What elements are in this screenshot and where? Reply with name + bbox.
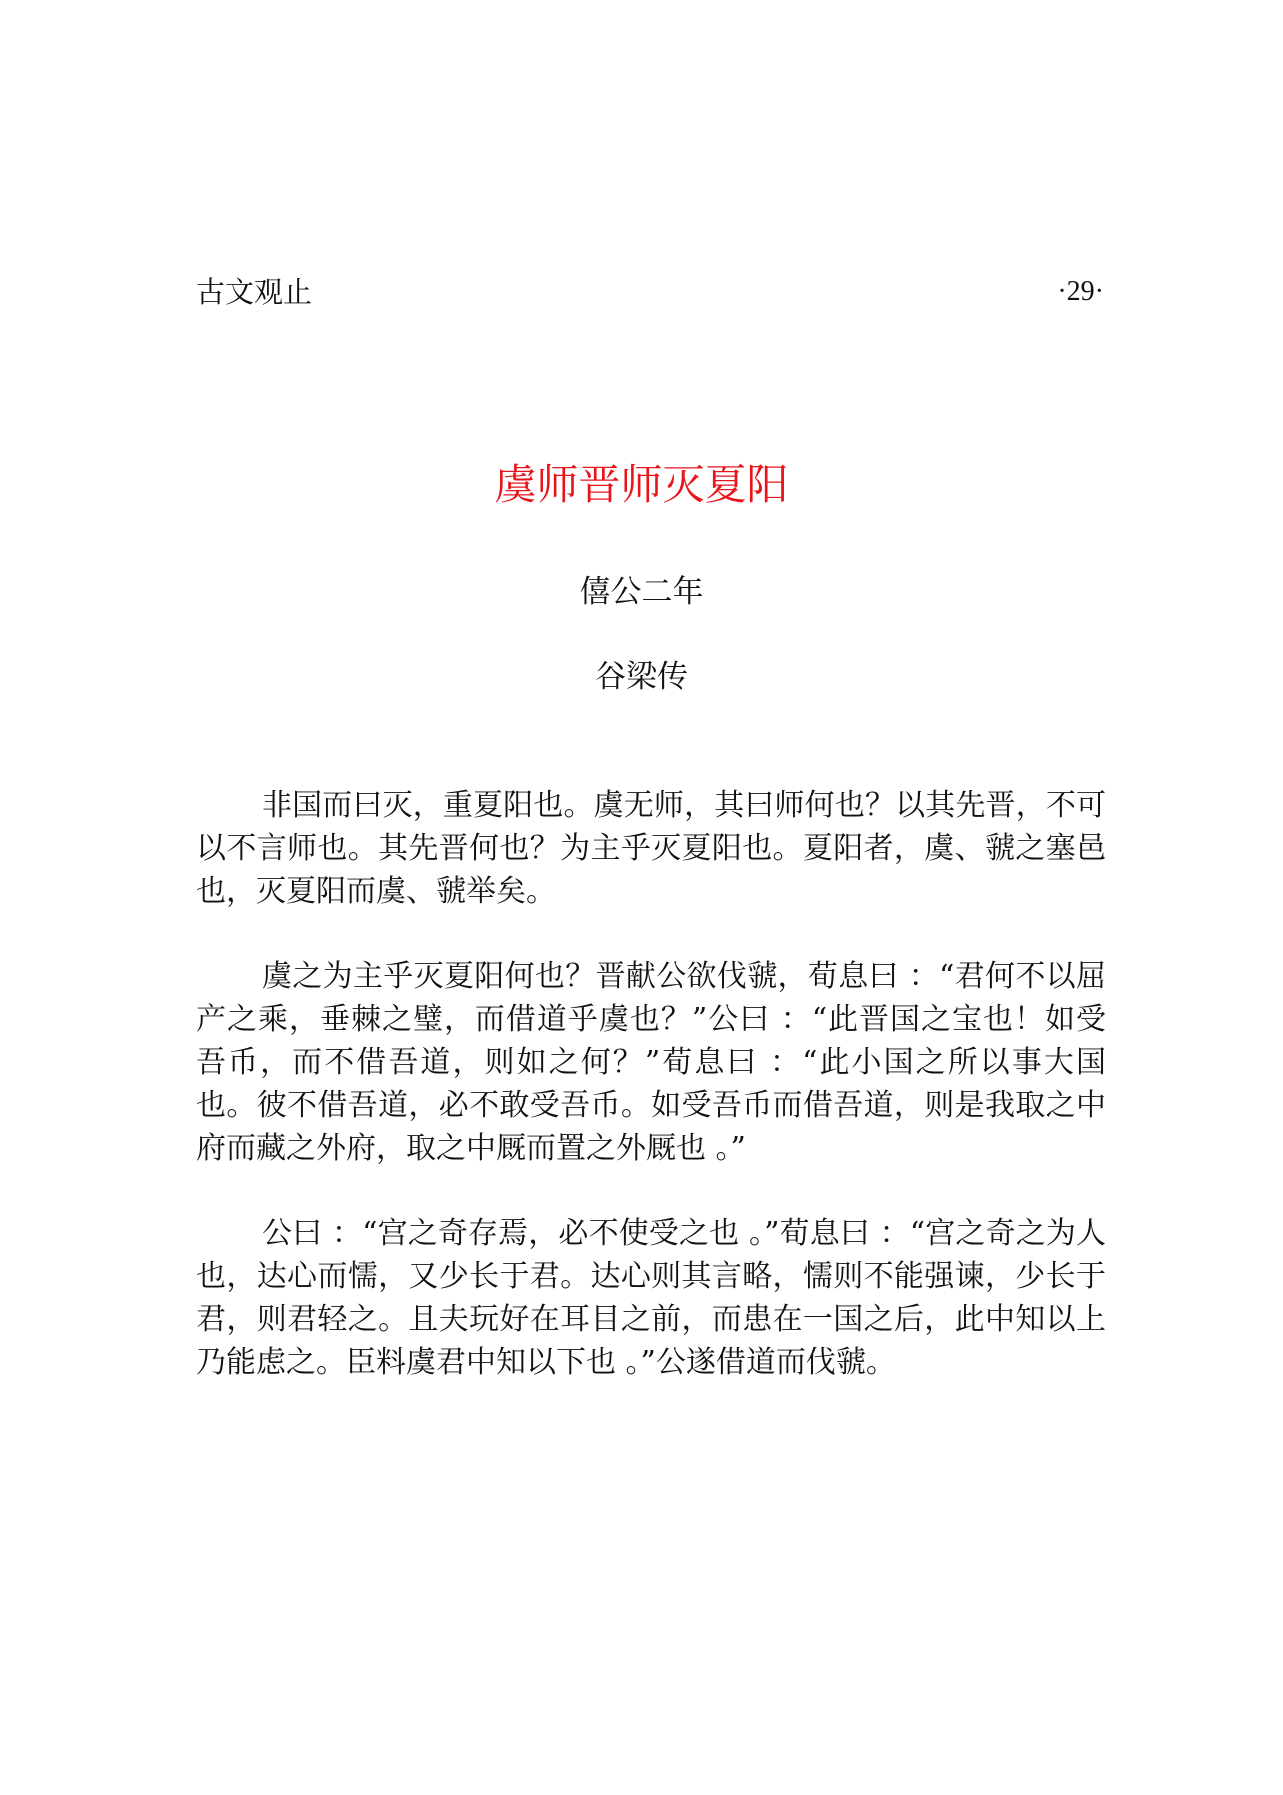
article-title: 虞师晋师灭夏阳 <box>494 460 789 509</box>
article-body <box>196 784 1106 1426</box>
paragraph: 虞之为主乎灭夏阳何也？晋献公欲伐虢，荀息曰 ：“君何不以屈产之乘，垂棘之璧，而借道乎虞也？”公曰 ：“此晋国之宝也！如受吾币，而不借吾道，则如之何？”荀息曰 ：“此小国之所以事大国也。彼不借吾道，必不敢受吾币。如受吾币而借吾道，则是我取之中府而藏之外府，取之中厩而置之外厩也 。” <box>196 959 1106 1166</box>
running-header <box>196 272 1104 312</box>
paragraph: 公曰 ：“宫之奇存焉，必不使受之也 。”荀息曰 ：“宫之奇之为人也，达心而懦，又少长于君。达心则其言略，懦则不能强谏，少长于君，则君轻之。且夫玩好在耳目之前，而患在一国之后，此中知以上乃能虑之。臣料虞君中知以下也 。”公遂借道而伐虢。 <box>196 1216 1106 1380</box>
article-source-subtitle: 谷梁传 <box>595 659 688 695</box>
page-number: ·29· <box>1057 276 1104 307</box>
book-title: 古文观止 <box>196 275 313 309</box>
article-reign-subtitle: 僖公二年 <box>579 574 704 610</box>
paragraph: 非国而曰灭，重夏阳也。虞无师，其曰师何也？以其先晋，不可以不言师也。其先晋何也？为主乎灭夏阳也。夏阳者，虞、虢之塞邑也，灭夏阳而虞、虢举矣。 <box>196 788 1106 909</box>
